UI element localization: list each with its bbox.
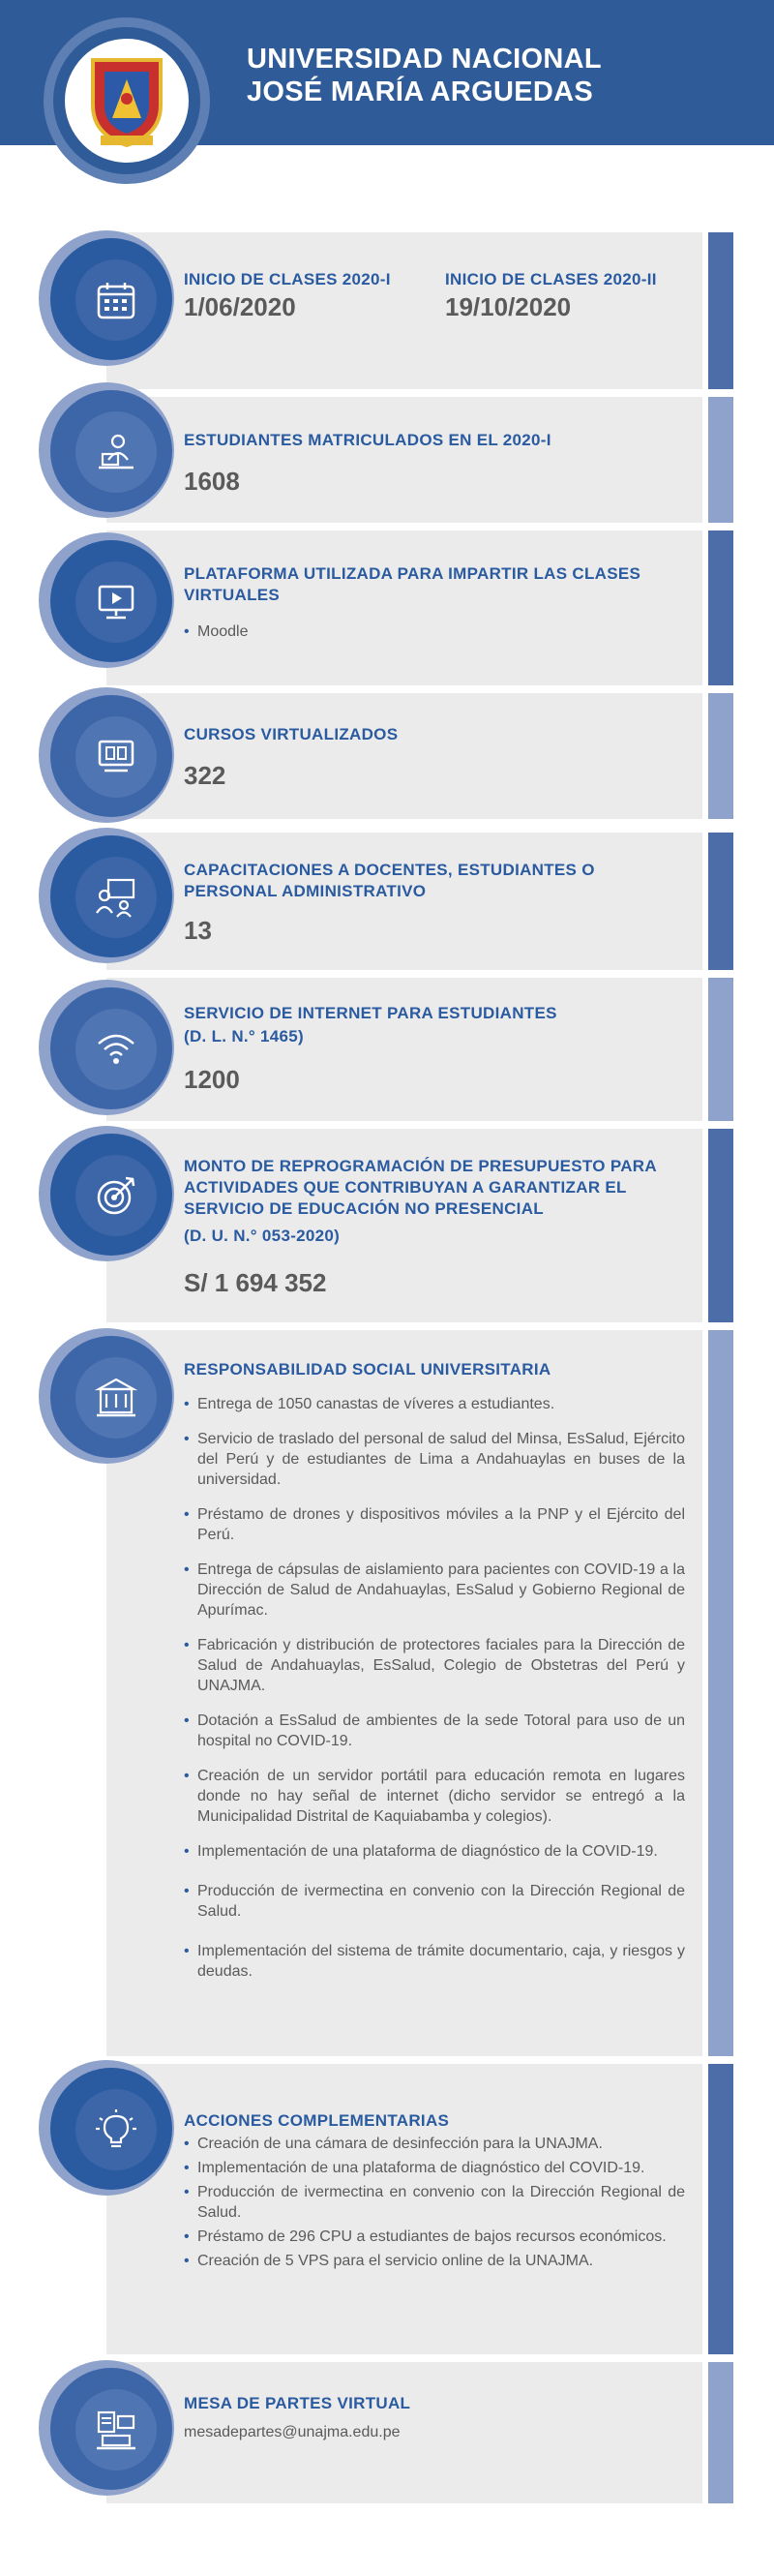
list-item: • Creación de un servidor portátil para educación remota en lugares donde no hay señal de internet (dicho servidor se entregó a la Municipalidad Distrital de Kaquiabamba y colegios). <box>184 1766 685 1827</box>
mesa-label: MESA DE PARTES VIRTUAL <box>184 2394 411 2412</box>
internet-sublabel: (D. L. N.° 1465) <box>184 1027 305 1046</box>
cursos-value: 322 <box>184 761 226 790</box>
plataforma-label: PLATAFORMA UTILIZADA PARA IMPARTIR LAS CLASES VIRTUALES <box>184 564 641 604</box>
cursos-label: CURSOS VIRTUALIZADOS <box>184 725 399 743</box>
list-item: • Moodle <box>184 621 648 642</box>
list-item: • Implementación de una plataforma de diagnóstico de la COVID-19. <box>184 1841 685 1862</box>
section-clases <box>106 232 702 389</box>
side-bar <box>708 693 733 819</box>
lightbulb-badge <box>39 2060 174 2196</box>
monto-value: S/ 1 694 352 <box>184 1268 327 1297</box>
target-badge <box>39 1126 174 1261</box>
section-cursos <box>106 693 702 819</box>
estudiantes-label: ESTUDIANTES MATRICULADOS EN EL 2020-I <box>184 431 551 449</box>
list-item: • Creación de una cámara de desinfección para la UNAJMA. <box>184 2134 685 2154</box>
clases-label-1: INICIO DE CLASES 2020-I <box>184 270 391 288</box>
acciones-list <box>184 2134 685 2271</box>
wifi-badge <box>39 980 174 1115</box>
side-bar <box>708 2064 733 2354</box>
list-item: • Implementación del sistema de trámite documentario, caja, y riesgos y deudas. <box>184 1941 685 1982</box>
section-mesa <box>106 2362 702 2503</box>
list-item: • Producción de ivermectina en convenio con la Dirección Regional de Salud. <box>184 1881 685 1922</box>
side-bar <box>708 1129 733 1322</box>
capacitaciones-value: 13 <box>184 916 212 945</box>
clases-label-2: INICIO DE CLASES 2020-II <box>445 270 657 288</box>
list-item: • Préstamo de 296 CPU a estudiantes de bajos recursos económicos. <box>184 2227 685 2247</box>
internet-value: 1200 <box>184 1065 240 1094</box>
side-bar <box>708 978 733 1121</box>
calendar-icon <box>95 279 137 321</box>
section-acciones <box>106 2064 702 2354</box>
book-screen-icon <box>95 736 137 778</box>
monto-sublabel: (D. U. N.° 053-2020) <box>184 1227 341 1245</box>
lightbulb-icon <box>95 2108 137 2151</box>
list-item: • Entrega de cápsulas de aislamiento para pacientes con COVID-19 a la Dirección de Salud de Andahuaylas, EsSalud y Gobierno Regional de Apurímac. <box>184 1560 685 1621</box>
training-badge <box>39 828 174 963</box>
list-item: • Producción de ivermectina en convenio con la Dirección Regional de Salud. <box>184 2182 685 2223</box>
side-bar <box>708 833 733 970</box>
list-item: • Servicio de traslado del personal de salud del Minsa, EsSalud, Ejército del Perú y de estudiantes de Lima a Andahuaylas en buses de la universidad. <box>184 1429 685 1490</box>
training-icon <box>95 876 137 919</box>
responsabilidad-label: RESPONSABILIDAD SOCIAL UNIVERSITARIA <box>184 1360 551 1379</box>
title-line-2: JOSÉ MARÍA ARGUEDAS <box>247 76 594 107</box>
acciones-label: ACCIONES COMPLEMENTARIAS <box>184 2111 450 2130</box>
section-capacitaciones <box>106 833 702 970</box>
courses-badge <box>39 687 174 823</box>
side-bar <box>708 232 733 389</box>
plataforma-list <box>184 621 648 642</box>
side-bar <box>708 2362 733 2503</box>
section-monto <box>106 1129 702 1322</box>
list-item: • Fabricación y distribución de protectores faciales para la Dirección de Salud de Andahuaylas, EsSalud, Colegio de Obstetras del Perú y UNAJMA. <box>184 1635 685 1696</box>
title-line-1: UNIVERSIDAD NACIONAL <box>247 44 602 75</box>
section-internet <box>106 978 702 1121</box>
list-item: • Préstamo de drones y dispositivos móviles a la PNP y el Ejército del Perú. <box>184 1504 685 1545</box>
platform-badge <box>39 532 174 668</box>
internet-label: SERVICIO DE INTERNET PARA ESTUDIANTES <box>184 1004 557 1022</box>
wifi-icon <box>95 1028 137 1071</box>
documents-desk-icon <box>95 2409 137 2451</box>
mesa-email[interactable]: mesadepartes@unajma.edu.pe <box>184 2424 401 2440</box>
target-icon <box>95 1174 137 1217</box>
documents-badge <box>39 2360 174 2496</box>
building-badge <box>39 1328 174 1464</box>
responsabilidad-list <box>184 1394 685 1982</box>
university-building-icon <box>95 1377 137 1419</box>
monitor-play-icon <box>95 581 137 623</box>
calendar-badge <box>39 230 174 366</box>
list-item: • Creación de 5 VPS para el servicio online de la UNAJMA. <box>184 2251 685 2271</box>
page-title <box>247 43 602 108</box>
list-item: • Dotación a EsSalud de ambientes de la sede Totoral para uso de un hospital no COVID-19. <box>184 1711 685 1751</box>
side-bar <box>708 530 733 685</box>
university-crest-icon <box>83 52 170 149</box>
student-laptop-icon <box>95 431 137 473</box>
clases-value-1: 1/06/2020 <box>184 292 296 321</box>
side-bar <box>708 397 733 523</box>
monto-label: MONTO DE REPROGRAMACIÓN DE PRESUPUESTO PARA ACTIVIDADES QUE CONTRIBUYAN A GARANTIZAR EL SERVICIO DE EDUCACIÓN NO PRESENCIAL <box>184 1157 657 1218</box>
student-badge <box>39 382 174 518</box>
capacitaciones-label: CAPACITACIONES A DOCENTES, ESTUDIANTES O PERSONAL ADMINISTRATIVO <box>184 861 595 900</box>
list-item: • Implementación de una plataforma de diagnóstico del COVID-19. <box>184 2158 685 2178</box>
clases-value-2: 19/10/2020 <box>445 292 572 321</box>
estudiantes-value: 1608 <box>184 467 240 496</box>
list-item: • Entrega de 1050 canastas de víveres a estudiantes. <box>184 1394 685 1414</box>
university-logo <box>44 17 210 184</box>
section-responsabilidad <box>106 1330 702 2056</box>
side-bar <box>708 1330 733 2056</box>
section-estudiantes <box>106 397 702 523</box>
section-plataforma <box>106 530 702 685</box>
